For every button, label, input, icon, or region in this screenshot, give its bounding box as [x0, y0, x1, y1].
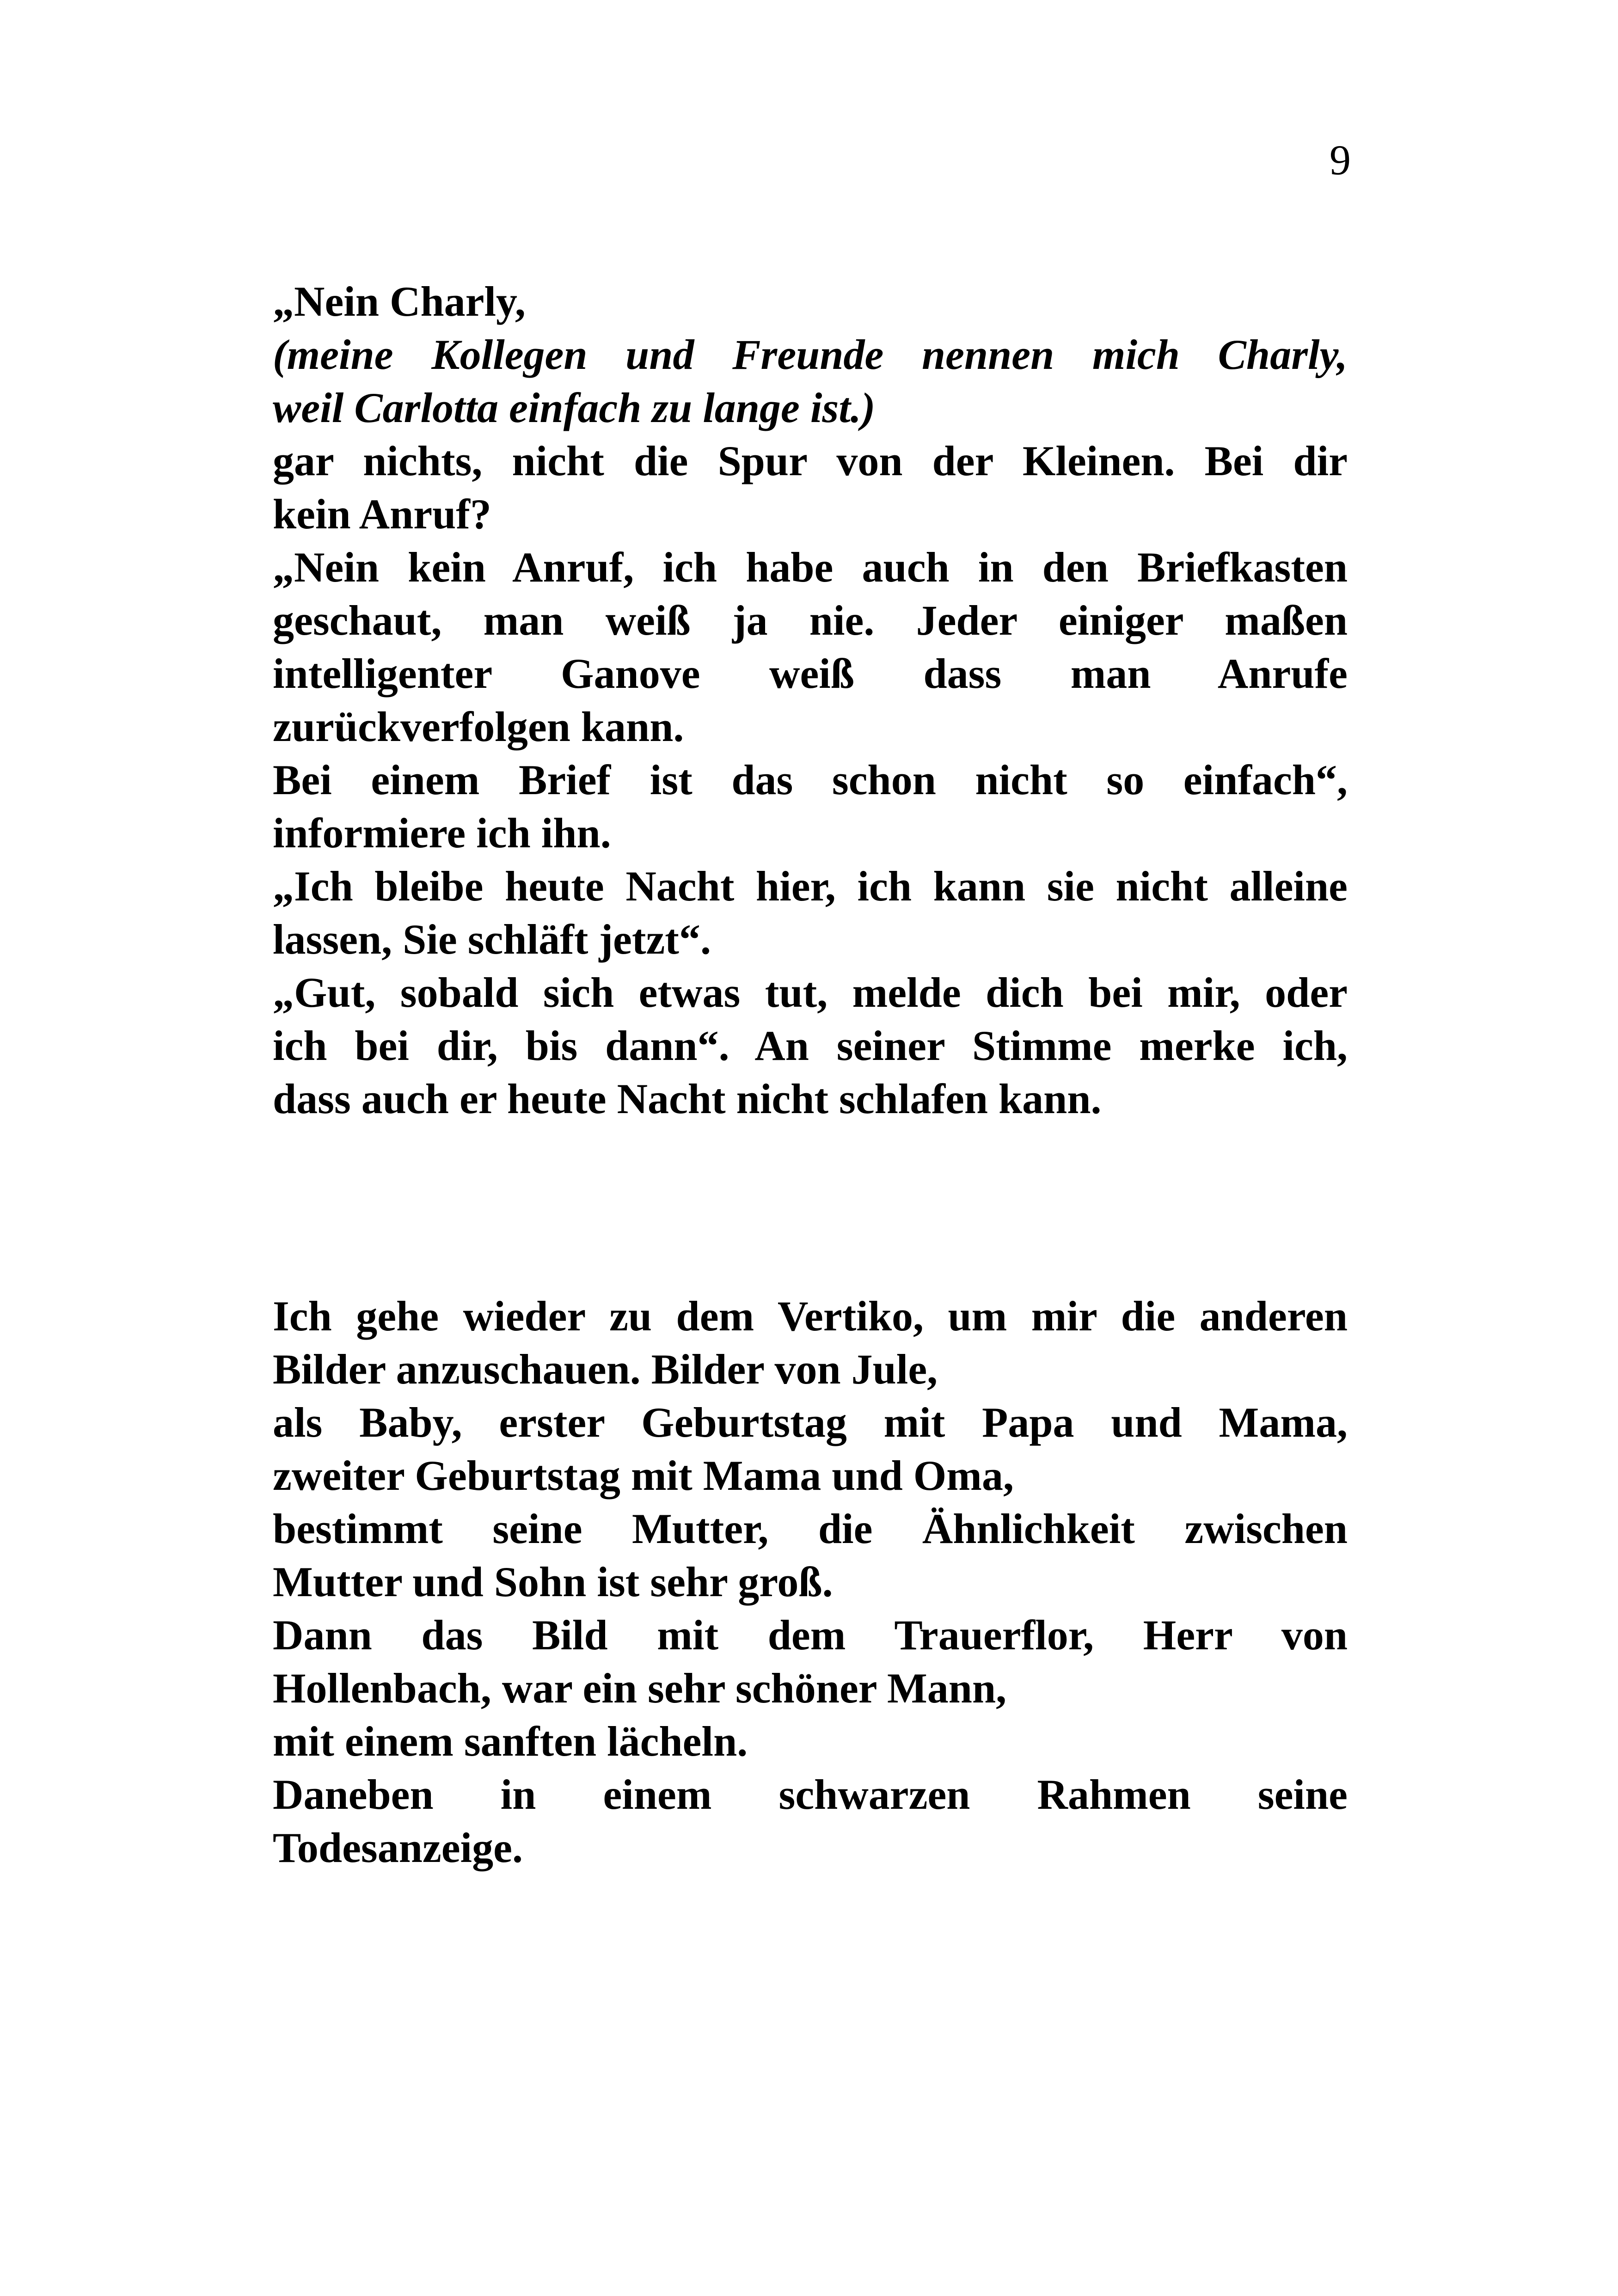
text-line: Ich gehe wieder zu dem Vertiko, um mir die anderen	[273, 1292, 1348, 1340]
text-line: Daneben in einem schwarzen Rahmen seine	[273, 1771, 1348, 1818]
text-line: Bilder anzuschauen. Bilder von Jule,	[273, 1346, 938, 1393]
text-line: „Gut, sobald sich etwas tut, melde dich bei mir, oder	[273, 969, 1348, 1016]
page-number: 9	[1330, 136, 1351, 184]
text-line: geschaut, man weiß ja nie. Jeder einiger maßen	[273, 597, 1348, 644]
text-line: Dann das Bild mit dem Trauerflor, Herr von	[273, 1611, 1348, 1659]
text-line: „Ich bleibe heute Nacht hier, ich kann sie nicht alleine	[273, 863, 1348, 910]
text-block-narrative	[273, 1290, 1348, 1874]
text-line: Hollenbach, war ein sehr schöner Mann,	[273, 1665, 1007, 1712]
text-line-italic: (meine Kollegen und Freunde nennen mich Charly,	[273, 331, 1348, 378]
text-line: zurückverfolgen kann.	[273, 703, 684, 750]
text-block-dialogue	[273, 275, 1348, 1126]
text-line: dass auch er heute Nacht nicht schlafen kann.	[273, 1075, 1102, 1122]
text-line: Mutter und Sohn ist sehr groß.	[273, 1558, 833, 1605]
text-line: mit einem sanften lächeln.	[273, 1718, 748, 1765]
text-line: gar nichts, nicht die Spur von der Kleinen. Bei dir	[273, 437, 1348, 484]
text-line: als Baby, erster Geburtstag mit Papa und Mama,	[273, 1399, 1348, 1446]
text-line: bestimmt seine Mutter, die Ähnlichkeit zwischen	[273, 1505, 1348, 1552]
text-line: ich bei dir, bis dann“. An seiner Stimme merke ich,	[273, 1022, 1348, 1069]
text-line: kein Anruf?	[273, 490, 491, 538]
text-line: Bei einem Brief ist das schon nicht so einfach“,	[273, 756, 1348, 803]
text-line-italic: weil Carlotta einfach zu lange ist.)	[273, 384, 876, 431]
text-line: informiere ich ihn.	[273, 809, 611, 857]
text-line: „Nein Charly,	[273, 278, 526, 325]
text-line: lassen, Sie schläft jetzt“.	[273, 916, 711, 963]
text-line: zweiter Geburtstag mit Mama und Oma,	[273, 1452, 1014, 1499]
text-line: „Nein kein Anruf, ich habe auch in den Briefkasten	[273, 544, 1348, 591]
text-line: Todesanzeige.	[273, 1824, 523, 1871]
text-line: intelligenter Ganove weiß dass man Anrufe	[273, 650, 1348, 697]
